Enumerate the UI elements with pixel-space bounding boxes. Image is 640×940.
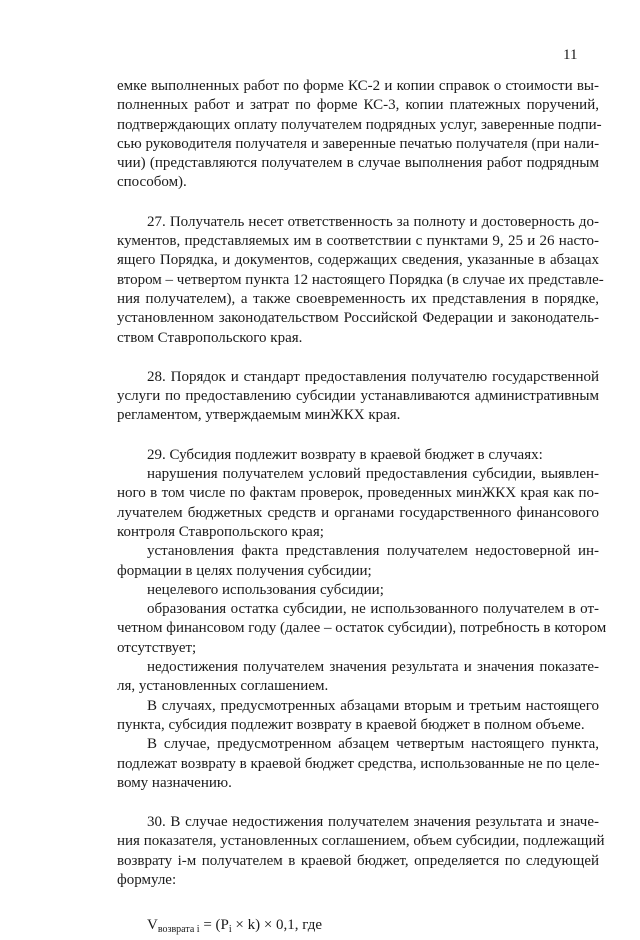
text-line: ля, установленных соглашением. (117, 678, 329, 695)
formula-lhs-subscript: возврата i (157, 924, 200, 936)
text-line: установления факта представления получателем недостоверной ин- (147, 543, 599, 560)
paragraph-29-violation (117, 465, 599, 542)
page-number: 11 (563, 47, 578, 63)
text-line: возврату i-м получателем в краевой бюджет, определяется по следующей (117, 852, 599, 869)
text-line: В случаях, предусмотренных абзацами вторым и третьим настоящего (147, 697, 599, 714)
text-line: чии) (представляются получателем в случае выполнения работ подрядным (117, 155, 599, 172)
paragraph-30 (117, 813, 605, 890)
text-line: 28. Порядок и стандарт предоставления получателю государственной (147, 368, 599, 385)
paragraph-29-false-info (117, 542, 599, 581)
text-line: втором – четвертом пункта 12 настоящего Порядка (в случае их представле- (117, 271, 604, 288)
text-line: ния показателя, установленных соглашением, объем субсидии, подлежащий (117, 833, 605, 850)
paragraph-29-full-return (117, 697, 599, 736)
text-line: емке выполненных работ по форме КС-2 и копии справок о стоимости вы- (117, 78, 599, 94)
text-line: пункта, субсидия подлежит возврату в краевой бюджет в полном объеме. (117, 716, 585, 733)
text-line: кументов, представляемых им в соответствии с пунктами 9, 25 и 26 насто- (117, 233, 599, 250)
text-line: 30. В случае недостижения получателем значения результата и значе- (147, 814, 599, 831)
text-line: способом). (117, 174, 187, 191)
formula-rhs-subscript: i (228, 924, 232, 936)
paragraph-29-misuse (117, 581, 599, 600)
paragraph-28 (117, 368, 599, 426)
text-line: услуги по предоставлению субсидии устанавливаются административным (117, 388, 599, 405)
text-line: подлежат возврату в краевой бюджет средства, использованные не по целе- (117, 755, 600, 772)
text-line: установленном законодательством Российской Федерации и законодатель- (117, 310, 599, 327)
text-line: формуле: (117, 871, 177, 888)
formula-rhs-start: = (P (199, 917, 229, 934)
formula-lhs: V (147, 917, 158, 934)
text-line: ством Ставропольского края. (117, 329, 303, 346)
text-line: нецелевого использования субсидии; (147, 581, 384, 598)
text-line: ящего Порядка, и документов, содержащих сведения, указанные в абзацах (117, 252, 599, 269)
paragraph-29-remainder (117, 600, 607, 658)
text-line: контроля Ставропольского края; (117, 523, 324, 540)
formula-rhs-end: × k) × 0,1, где (231, 917, 322, 934)
text-line: регламентом, утверждаемым минЖКХ края. (117, 407, 401, 424)
text-line: полненных работ и затрат по форме КС-3, копии платежных поручений, (117, 97, 599, 114)
text-line: сью руководителя получателя и заверенные печатью получателя (при нали- (117, 135, 600, 152)
text-line: нарушения получателем условий предоставления субсидии, выявлен- (147, 466, 599, 483)
text-line: образования остатка субсидии, не использованного получателем в от- (147, 601, 599, 618)
text-line: вому назначению. (117, 774, 232, 791)
text-line: лучателем бюджетных средств и органами государственного финансового (117, 504, 599, 521)
text-line: недостижения получателем значения результата и значения показате- (147, 659, 599, 676)
text-line: отсутствует; (117, 639, 197, 656)
text-line: четном финансовом году (далее – остаток субсидии), потребность в котором (117, 620, 607, 637)
text-line: подтверждающих оплату получателем подрядных услуг, заверенные подпи- (117, 116, 602, 133)
paragraph-continuation (117, 77, 602, 193)
paragraph-29-not-achieved (117, 658, 599, 697)
text-line: ния получателем), а также своевременность их представления в порядке, (117, 290, 599, 307)
paragraph-27 (117, 213, 604, 348)
refund-formula (117, 916, 599, 939)
text-line: В случае, предусмотренном абзацем четвертым настоящего пункта, (147, 736, 599, 753)
paragraph-29-intro (117, 446, 599, 465)
paragraph-29-partial-return (117, 735, 599, 793)
text-line: 29. Субсидия подлежит возврату в краевой бюджет в случаях: (147, 446, 543, 463)
text-line: формации в целях получения субсидии; (117, 562, 372, 579)
text-line: 27. Получатель несет ответственность за полноту и достоверность до- (147, 213, 599, 230)
text-line: ного в том числе по фактам проверок, проведенных минЖКХ края как по- (117, 485, 599, 502)
document-body (117, 77, 607, 940)
